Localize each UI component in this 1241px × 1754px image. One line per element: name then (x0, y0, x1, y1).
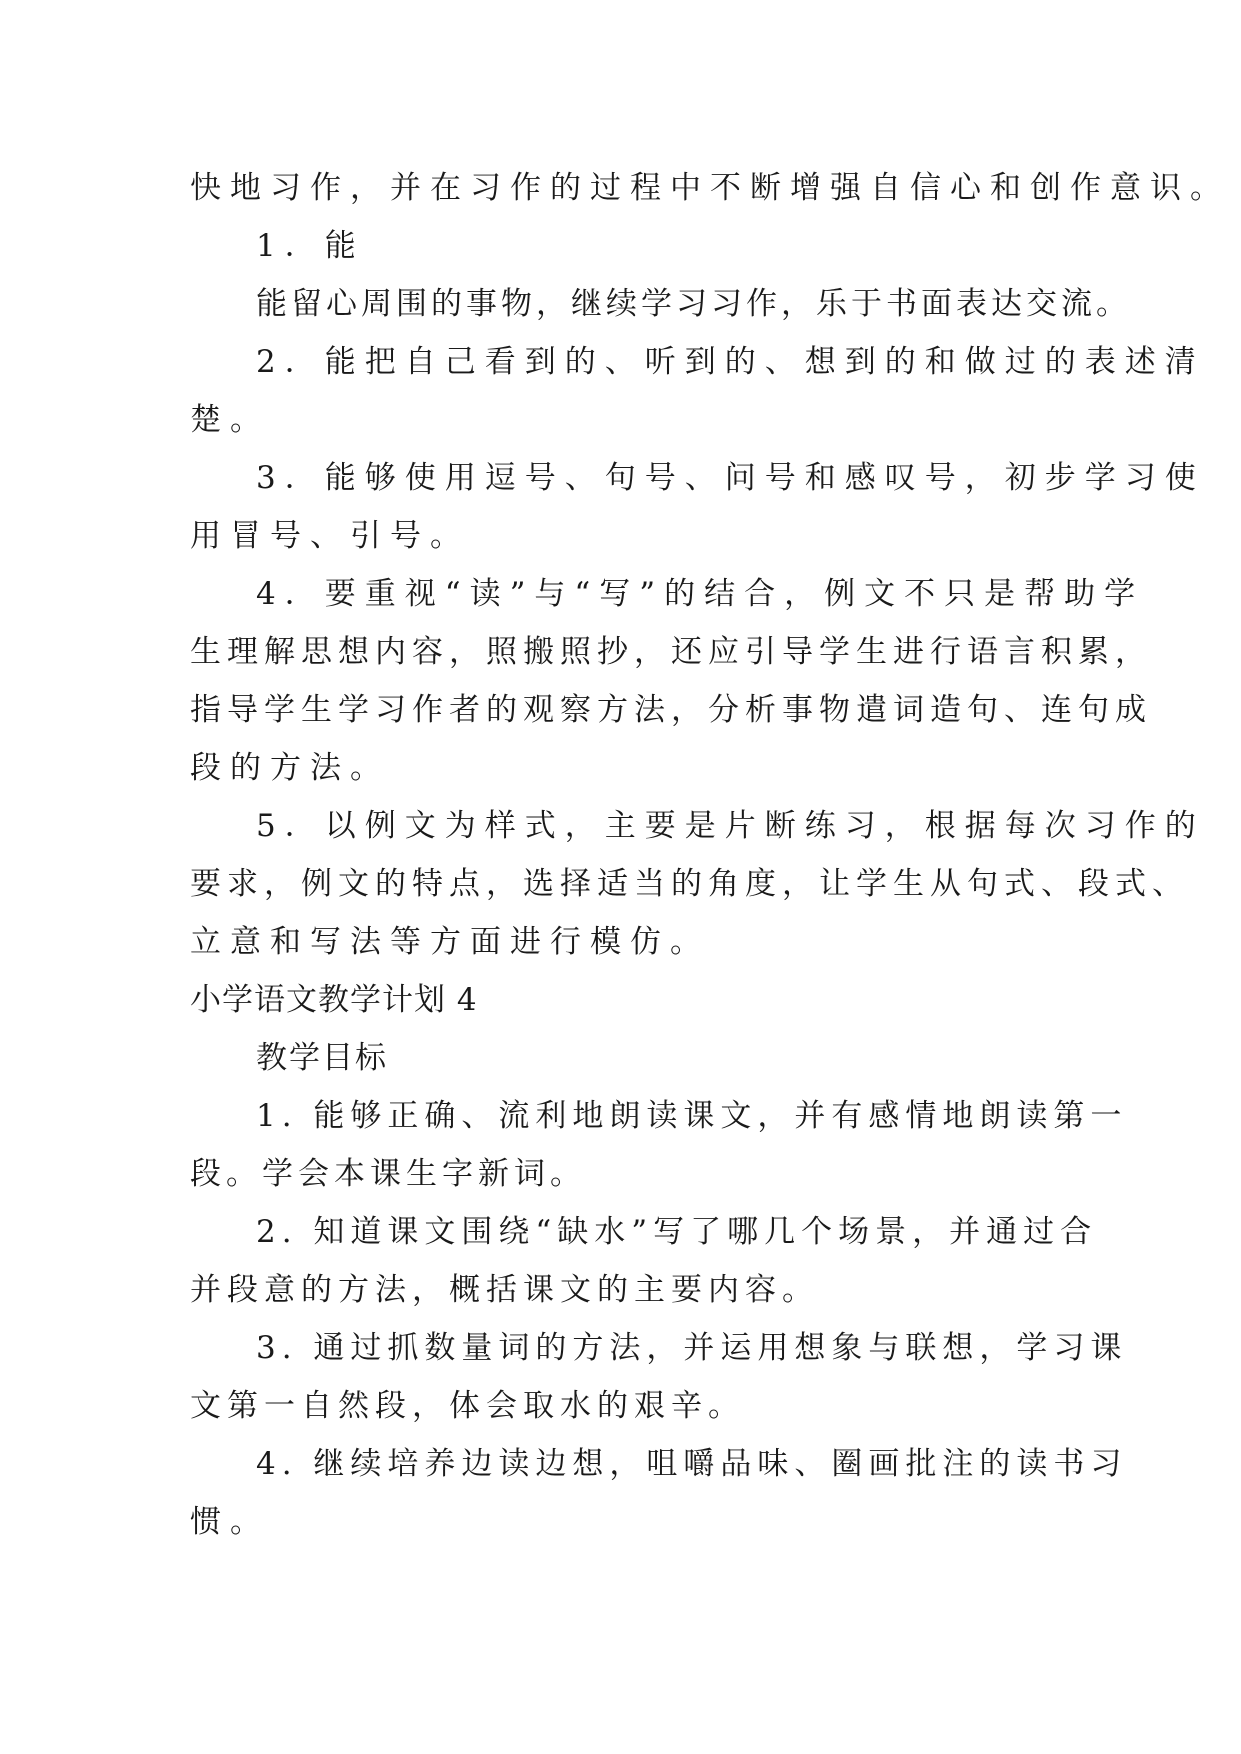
list-item: 5．以例文为样式，主要是片断练习，根据每次习作的 (256, 808, 1205, 844)
list-item-heading: 1．能 (256, 228, 365, 264)
paragraph-line: 用冒号、引号。 (190, 518, 470, 554)
list-item: 2. 知道课文围绕“缺水”写了哪几个场景，并通过合 (256, 1214, 1098, 1250)
paragraph-line: 并段意的方法，概括课文的主要内容。 (190, 1272, 819, 1308)
paragraph-line: 文第一自然段，体会取水的艰辛。 (190, 1388, 745, 1424)
paragraph-line: 段的方法。 (190, 750, 390, 786)
paragraph-line: 生理解思想内容，照搬照抄，还应引导学生进行语言积累， (190, 634, 1152, 670)
list-item: 2．能把自己看到的、听到的、想到的和做过的表述清 (256, 344, 1205, 380)
list-item: 3. 通过抓数量词的方法，并运用想象与联想，学习课 (256, 1330, 1128, 1366)
section-subtitle: 教学目标 (256, 1040, 388, 1076)
paragraph-line: 立意和写法等方面进行模仿。 (190, 924, 710, 960)
paragraph-line: 快地习作，并在习作的过程中不断增强自信心和创作意识。 (190, 170, 1230, 206)
list-item: 4. 继续培养边读边想，咀嚼品味、圈画批注的读书习 (256, 1446, 1128, 1482)
paragraph-line: 能留心周围的事物，继续学习习作，乐于书面表达交流。 (256, 286, 1131, 322)
list-item: 4．要重视“读”与“写”的结合，例文不只是帮助学 (256, 576, 1145, 612)
section-title: 小学语文教学计划 4 (190, 982, 478, 1018)
paragraph-line: 楚。 (190, 402, 270, 438)
paragraph-line: 段。学会本课生字新词。 (190, 1156, 586, 1192)
paragraph-line: 指导学生学习作者的观察方法，分析事物遣词造句、连句成 (190, 692, 1152, 728)
paragraph-line: 惯。 (190, 1504, 270, 1540)
paragraph-line: 要求，例文的特点，选择适当的角度，让学生从句式、段式、 (190, 866, 1189, 902)
list-item: 3．能够使用逗号、句号、问号和感叹号，初步学习使 (256, 460, 1205, 496)
list-item: 1. 能够正确、流利地朗读课文，并有感情地朗读第一 (256, 1098, 1128, 1134)
